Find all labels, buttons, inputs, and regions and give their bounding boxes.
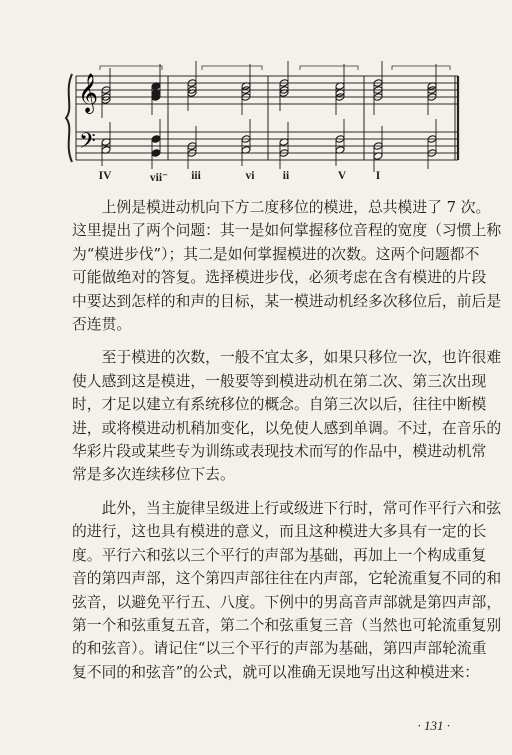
chord-label: vi: [245, 170, 255, 182]
text-line: 的进行，这也具有模进的意义，而且这种模进大多具有一定的长: [72, 523, 487, 541]
text-line: 至于模进的次数，一般不宜太多，如果只移位一次，也许很难: [72, 349, 502, 367]
paragraph-2: [72, 346, 502, 486]
text-line: 时，才足以建立有系统移位的概念。自第三次以后，往往中断模: [72, 396, 487, 414]
roman-numeral-labels: [0, 170, 512, 190]
text-line: 可能做绝对的答复。选择模进步伐，必须考虑在含有模进的片段: [72, 269, 487, 287]
text-line: 上例是模进动机向下方二度移位的模进，总共模进了 7 次。: [72, 199, 491, 216]
text-line: 为“模进步伐”）；其二是如何掌握模进的次数。这两个问题都不: [72, 245, 480, 263]
text-line: 这里提出了两个问题：其一是如何掌握移位音程的宽度（习惯上称: [72, 222, 502, 240]
page-number: · 131 ·: [417, 718, 450, 733]
body-text: [72, 196, 502, 684]
text-line: 度。平行六和弦以三个平行的声部为基础，再加上一个构成重复: [72, 546, 487, 564]
chord-label: I: [375, 170, 381, 182]
paragraph-3: [72, 497, 502, 684]
text-line: 使人感到这是模进，一般要等到模进动机在第二次、第三次出现: [72, 372, 487, 390]
chord-label: iii: [191, 170, 201, 182]
text-line: 复不同的和弦音”的公式，就可以准确无误地写出这种模进来：: [72, 663, 480, 681]
treble-clef-icon: 𝄞: [78, 73, 99, 113]
text-line: 的和弦音）。请记住“以三个平行的声部为基础，第四声部轮流重: [72, 640, 487, 658]
chord-label: IV: [98, 170, 112, 182]
chord-notes: [101, 61, 437, 172]
bass-clef-icon: 𝄢: [79, 129, 96, 159]
text-line: 常是多次连续移位下去。: [72, 466, 235, 484]
text-line: 此外，当主旋律呈级进上行或级进下行时，常可作平行六和弦: [72, 499, 502, 517]
text-line: 第一个和弦重复五音，第二个和弦重复三音（当然也可轮流重复别: [72, 616, 502, 634]
chord-label: V: [337, 170, 347, 182]
phrase-brackets: [100, 66, 450, 70]
chord-label: ii: [282, 170, 290, 182]
chord-label: vii⁻: [149, 172, 169, 184]
text-line: 否连贯。: [72, 316, 132, 334]
notehead: [151, 149, 161, 158]
text-line: 音的第四声部，这个第四声部往往在内声部，它轮流重复不同的和: [72, 570, 502, 588]
text-line: 进，或将模进动机稍加变化，以免使人感到单调。不过，在音乐的: [72, 419, 502, 437]
text-line: 华彩片段或某些专为训练或表现技术而写的作品中，模进动机常: [72, 443, 487, 461]
treble-staff: [76, 76, 458, 104]
system-brace: [66, 74, 72, 162]
barlines: [168, 76, 458, 160]
text-line: 中要达到怎样的和声的目标，某一模进动机经多次移位后，前后是: [72, 292, 502, 310]
notehead: [151, 135, 161, 144]
paragraph-1: [72, 196, 502, 336]
bass-staff: [76, 132, 458, 160]
text-line: 弦音，以避免平行五、八度。下例中的男高音声部就是第四声部，: [72, 593, 502, 611]
